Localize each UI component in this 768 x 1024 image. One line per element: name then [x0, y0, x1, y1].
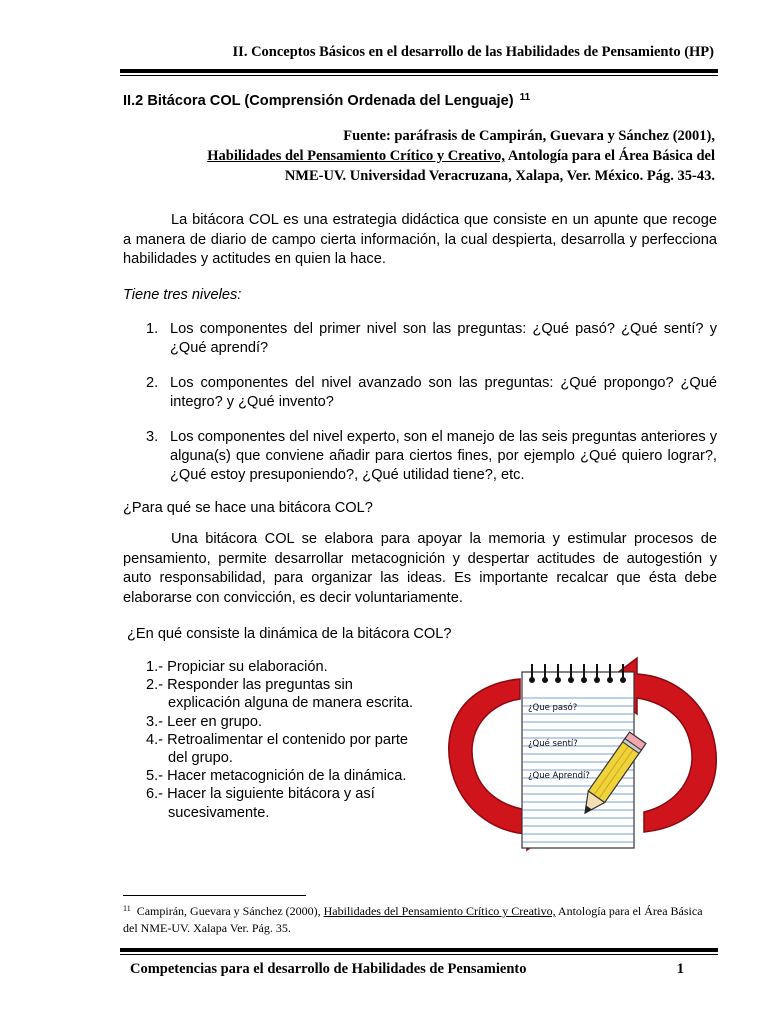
page-number: 1 [676, 961, 684, 977]
section-title-text: II.2 Bitácora COL (Comprensión Ordenada del Lenguaje) [123, 93, 514, 109]
step-number: 6.- [146, 786, 164, 803]
step-text: Hacer la siguiente bitácora y así [167, 786, 375, 803]
level-number: 3. [146, 429, 159, 445]
footer-rule-thick [120, 948, 718, 952]
footer-rule-thin [120, 954, 718, 955]
footnote-mark: 11 [123, 904, 131, 913]
purpose-paragraph: Una bitácora COL se elabora para apoyar la memoria y estimular procesos de pensamiento, permite desarrollar metacognición y despertar actitudes de autogestión y auto responsabilidad, para organizar las ideas. Es importante recalcar que ésta debe elaborarse con convicción, es decir voluntariamente. [123, 531, 717, 606]
question-purpose: ¿Para qué se hace una bitácora COL? [123, 500, 373, 516]
levels-heading: Tiene tres niveles: [123, 287, 242, 303]
notebook-question-1: ¿Que pasó? [528, 703, 578, 713]
source-book-title: Habilidades del Pensamiento Crítico y Creativo, [207, 148, 506, 164]
footer-title: Competencias para el desarrollo de Habilidades de Pensamiento [130, 961, 527, 977]
step-text-continued: explicación alguna de manera escrita. [168, 695, 413, 712]
header-rule-thin [120, 75, 718, 76]
step-text-continued: del grupo. [168, 750, 233, 767]
running-header: II. Conceptos Básicos en el desarrollo de las Habilidades de Pensamiento (HP) [232, 44, 714, 60]
step-text: Propiciar su elaboración. [167, 659, 328, 675]
level-text: Los componentes del nivel experto, son el manejo de las seis preguntas anteriores y alguna(s) que conviene añadir para ciertos fines, por ejemplo ¿Qué quiero lograr?, ¿Qué estoy presuponiendo?, ¿Qué utilidad tiene?, etc. [170, 429, 717, 483]
footnote-suffix: Antología para el Área Básica del NME-UV. Xalapa Ver. Pág. 35. [123, 904, 703, 935]
list-item [146, 767, 431, 785]
level-text: Los componentes del primer nivel son las preguntas: ¿Qué pasó? ¿Qué sentí? y ¿Qué aprendí? [170, 321, 717, 356]
level-number: 1. [146, 321, 159, 337]
footnote [123, 900, 717, 937]
source-line-1: Fuente: paráfrasis de Campirán, Guevara y Sánchez (2001), [343, 128, 715, 144]
list-item [146, 731, 431, 767]
step-number: 2.- [146, 677, 164, 694]
list-item [146, 785, 431, 821]
notebook-question-2: ¿Qué sentí? [528, 739, 578, 749]
notebook-question-3: ¿Que Aprendí? [528, 771, 590, 781]
level-text: Los componentes del nivel avanzado son las preguntas: ¿Qué propongo? ¿Qué integro? y ¿Qué invento? [170, 375, 717, 410]
step-text: Leer en grupo. [167, 713, 263, 730]
level-item-3 [146, 428, 717, 485]
intro-paragraph: La bitácora COL es una estrategia didáctica que consiste en un apunte que recoge a manera de diario de campo cierta información, la cual despierta, desarrolla y perfecciona habilidades y actitudes en quien la hace. [123, 212, 717, 267]
question-dynamics: ¿En qué consiste la dinámica de la bitácora COL? [127, 626, 452, 642]
section-title [123, 92, 530, 109]
step-text: Responder las preguntas sin [167, 677, 353, 694]
footnote-prefix: Campirán, Guevara y Sánchez (2000), [133, 904, 324, 918]
source-line-2-rest: Antología para el Área Básica del [505, 148, 715, 164]
header-rule-thick [120, 69, 718, 73]
level-item-2 [146, 374, 717, 412]
step-text: Retroalimentar el contenido por parte [167, 731, 409, 748]
list-item [146, 658, 431, 676]
level-number: 2. [146, 375, 159, 391]
step-text-continued: sucesivamente. [168, 804, 270, 821]
list-item [146, 676, 431, 712]
footnote-reference: 11 [519, 92, 531, 103]
source-line-3: NME-UV. Universidad Veracruzana, Xalapa, Ver. México. Pág. 35-43. [284, 168, 715, 184]
step-number: 5.- [146, 768, 164, 785]
footnote-rule [123, 895, 306, 896]
source-citation [207, 126, 715, 186]
level-item-1 [146, 320, 717, 358]
dynamics-steps-list [146, 658, 431, 822]
step-number: 3.- [146, 713, 164, 730]
list-item [146, 713, 431, 731]
step-number: 4.- [146, 731, 164, 748]
step-text: Hacer metacognición de la dinámica. [167, 768, 407, 785]
notebook-with-pencil-cycle-icon [432, 654, 732, 854]
source-line-2 [207, 146, 715, 166]
footnote-book-title: Habilidades del Pensamiento Crítico y Creativo, [323, 904, 556, 918]
step-number: 1.- [146, 659, 164, 675]
